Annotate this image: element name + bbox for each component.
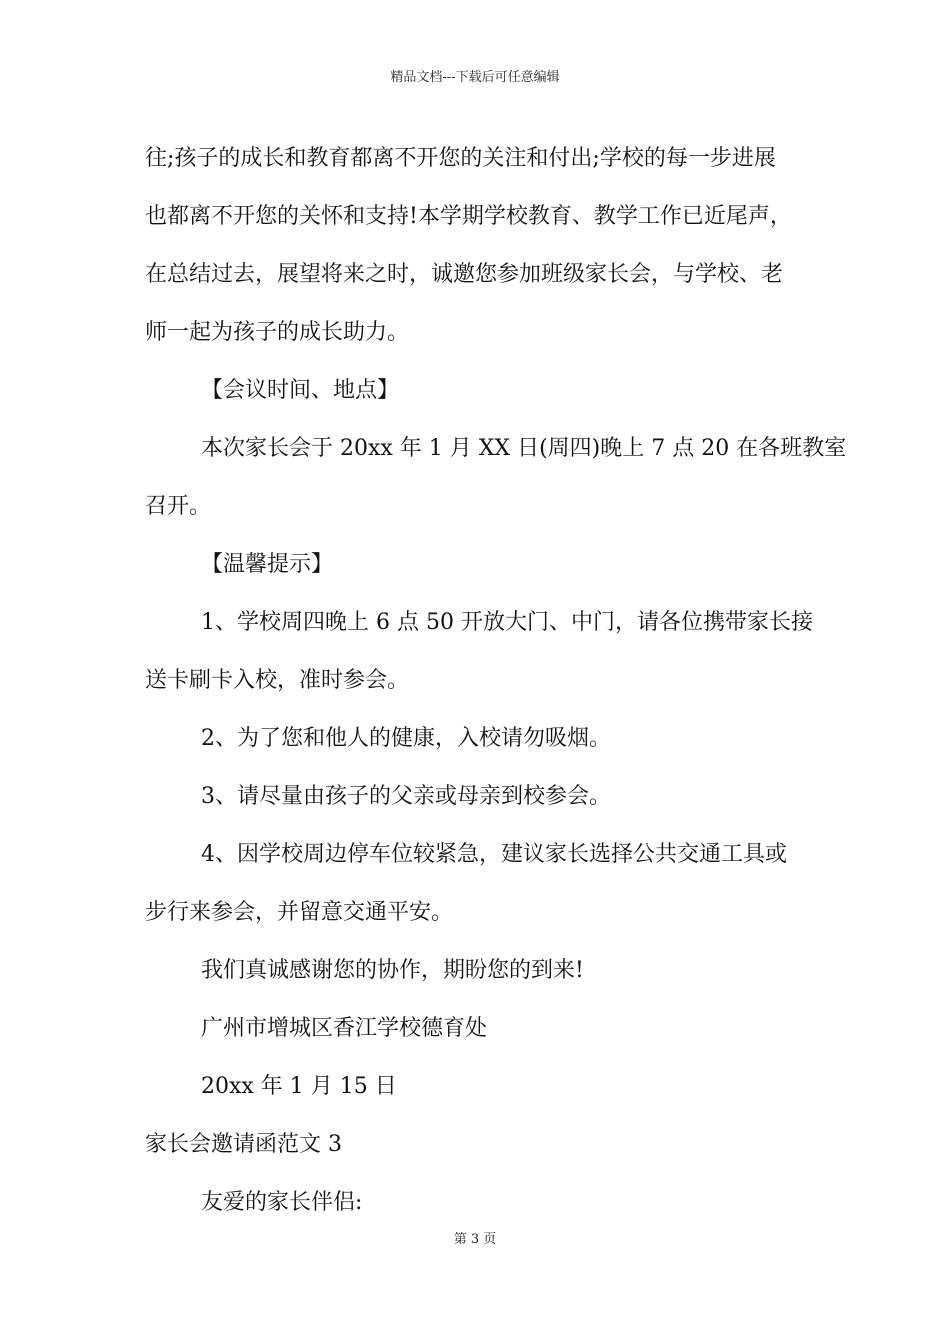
text-line: 1、学校周四晚上 6 点 50 开放大门、中门，请各位携带家长接 bbox=[201, 610, 813, 635]
text-line: 【会议时间、地点】 bbox=[201, 378, 400, 403]
text-line: 家长会邀请函范文 3 bbox=[145, 1132, 342, 1157]
text-line: 20xx 年 1 月 15 日 bbox=[201, 1074, 397, 1099]
text-line: 【温馨提示】 bbox=[201, 552, 334, 577]
text-line: 师一起为孩子的成长助力。 bbox=[145, 320, 410, 345]
text-line: 本次家长会于 20xx 年 1 月 XX 日(周四)晚上 7 点 20 在各班教室 bbox=[201, 436, 847, 461]
text-line: 步行来参会，并留意交通平安。 bbox=[145, 900, 454, 925]
text-line: 往;孩子的成长和教育都离不开您的关注和付出;学校的每一步进展 bbox=[145, 146, 776, 171]
text-line: 送卡刷卡入校，准时参会。 bbox=[145, 668, 410, 693]
text-line: 在总结过去，展望将来之时，诚邀您参加班级家长会，与学校、老 bbox=[145, 262, 784, 287]
text-line: 召开。 bbox=[145, 494, 212, 519]
text-line: 2、为了您和他人的健康，入校请勿吸烟。 bbox=[201, 726, 611, 751]
text-line: 广州市增城区香江学校德育处 bbox=[201, 1016, 488, 1041]
text-line: 也都离不开您的关怀和支持!本学期学校教育、教学工作已近尾声， bbox=[145, 204, 792, 229]
page-number: 第 3 页 bbox=[453, 1232, 497, 1247]
text-line: 4、因学校周边停车位较紧急，建议家长选择公共交通工具或 bbox=[201, 842, 787, 867]
text-line: 友爱的家长伴侣: bbox=[201, 1190, 363, 1215]
document-body bbox=[145, 130, 847, 1232]
text-line: 3、请尽量由孩子的父亲或母亲到校参会。 bbox=[201, 784, 611, 809]
text-line: 我们真诚感谢您的协作，期盼您的到来! bbox=[201, 958, 584, 983]
page-header: 精品文档---下载后可任意编辑 bbox=[390, 70, 560, 85]
